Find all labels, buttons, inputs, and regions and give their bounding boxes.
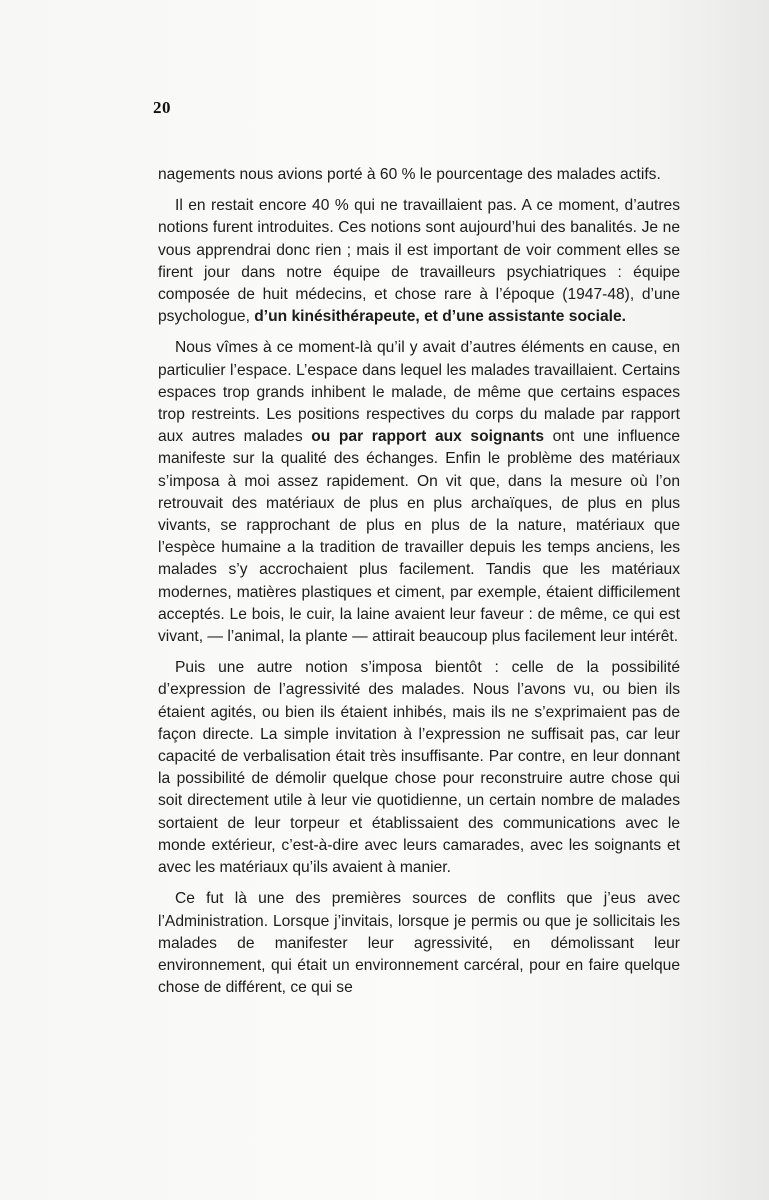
paragraph-3-pre: Nous vîmes à ce moment-là qu’il y avait d’autres éléments en cause, en particulier l’espace. L’espace dans lequel les malades travaillaient. Certains espaces trop grands inhibent le malade, de même que certains espaces trop restreints. Les positions respectives du corps du malade par rapport aux autres malades [158,339,680,446]
paragraph-2 [158,195,680,328]
paragraph-2-text: Il en restait encore 40 % qui ne travaillaient pas. A ce moment, d’autres notions furent introduites. Ces notions sont aujourd’hui des banalités. Je ne vous apprendrai donc rien ; mais il est important de voir comment elles se firent jour dans notre équipe de travailleurs psychiatriques : équipe composée de huit médecins, et chose rare à l’époque (1947-48), d’une psychologue, [158,197,680,326]
paragraph-3 [158,337,680,648]
paragraph-3-bold: ou par rapport aux soignants [311,428,545,446]
paragraph-3-post: ont une influence manifeste sur la qualité des échanges. Enfin le problème des matériaux s’imposa à moi assez rapidement. On vit que, dans la mesure où l’on retrouvait des matériaux de plus en plus archaïques, de plus en plus vivants, se rapprochant de plus en plus de la nature, matériaux que l’espèce humaine a la tradition de travailler depuis les temps anciens, les malades s’y accrochaient plus facilement. Tandis que les matériaux modernes, matières plastiques et ciment, par exemple, étaient difficilement acceptés. Le bois, le cuir, la laine avaient leur faveur : de même, ce qui est vivant, — l’animal, la plante — attirait beaucoup plus facilement leur intérêt. [158,428,680,646]
paragraph-5: Ce fut là une des premières sources de conflits que j’eus avec l’Administration. Lorsque j’invitais, lorsque je permis ou que je sollicitais les malades de manifester leur agressivité, en démolissant leur environnement, qui était un environnement carcéral, pour en faire quelque chose de différent, ce qui se [158,890,680,997]
paragraph-1: nagements nous avions porté à 60 % le pourcentage des malades actifs. [158,166,661,183]
page-number: 20 [153,98,171,117]
body-text [158,164,680,999]
paragraph-2-bold-tail: d’un kinésithérapeute, et d’une assistante sociale. [254,308,627,326]
paragraph-4: Puis une autre notion s’imposa bientôt : celle de la possibilité d’expression de l’agressivité des malades. Nous l’avons vu, ou bien ils étaient agités, ou bien ils étaient inhibés, mais ils ne s’exprimaient pas de façon directe. La simple invitation à l’expression ne suffisait pas, car leur capacité de verbalisation était très insuffisante. Par contre, en leur donnant la possibilité de démolir quelque chose pour reconstruire autre chose qui soit directement utile à leur vie quotidienne, un certain nombre de malades sortaient de leur torpeur et établissaient des communications avec le monde extérieur, c’est-à-dire avec leurs camarades, avec les soignants et avec les matériaux qu’ils avaient à manier. [158,659,680,877]
